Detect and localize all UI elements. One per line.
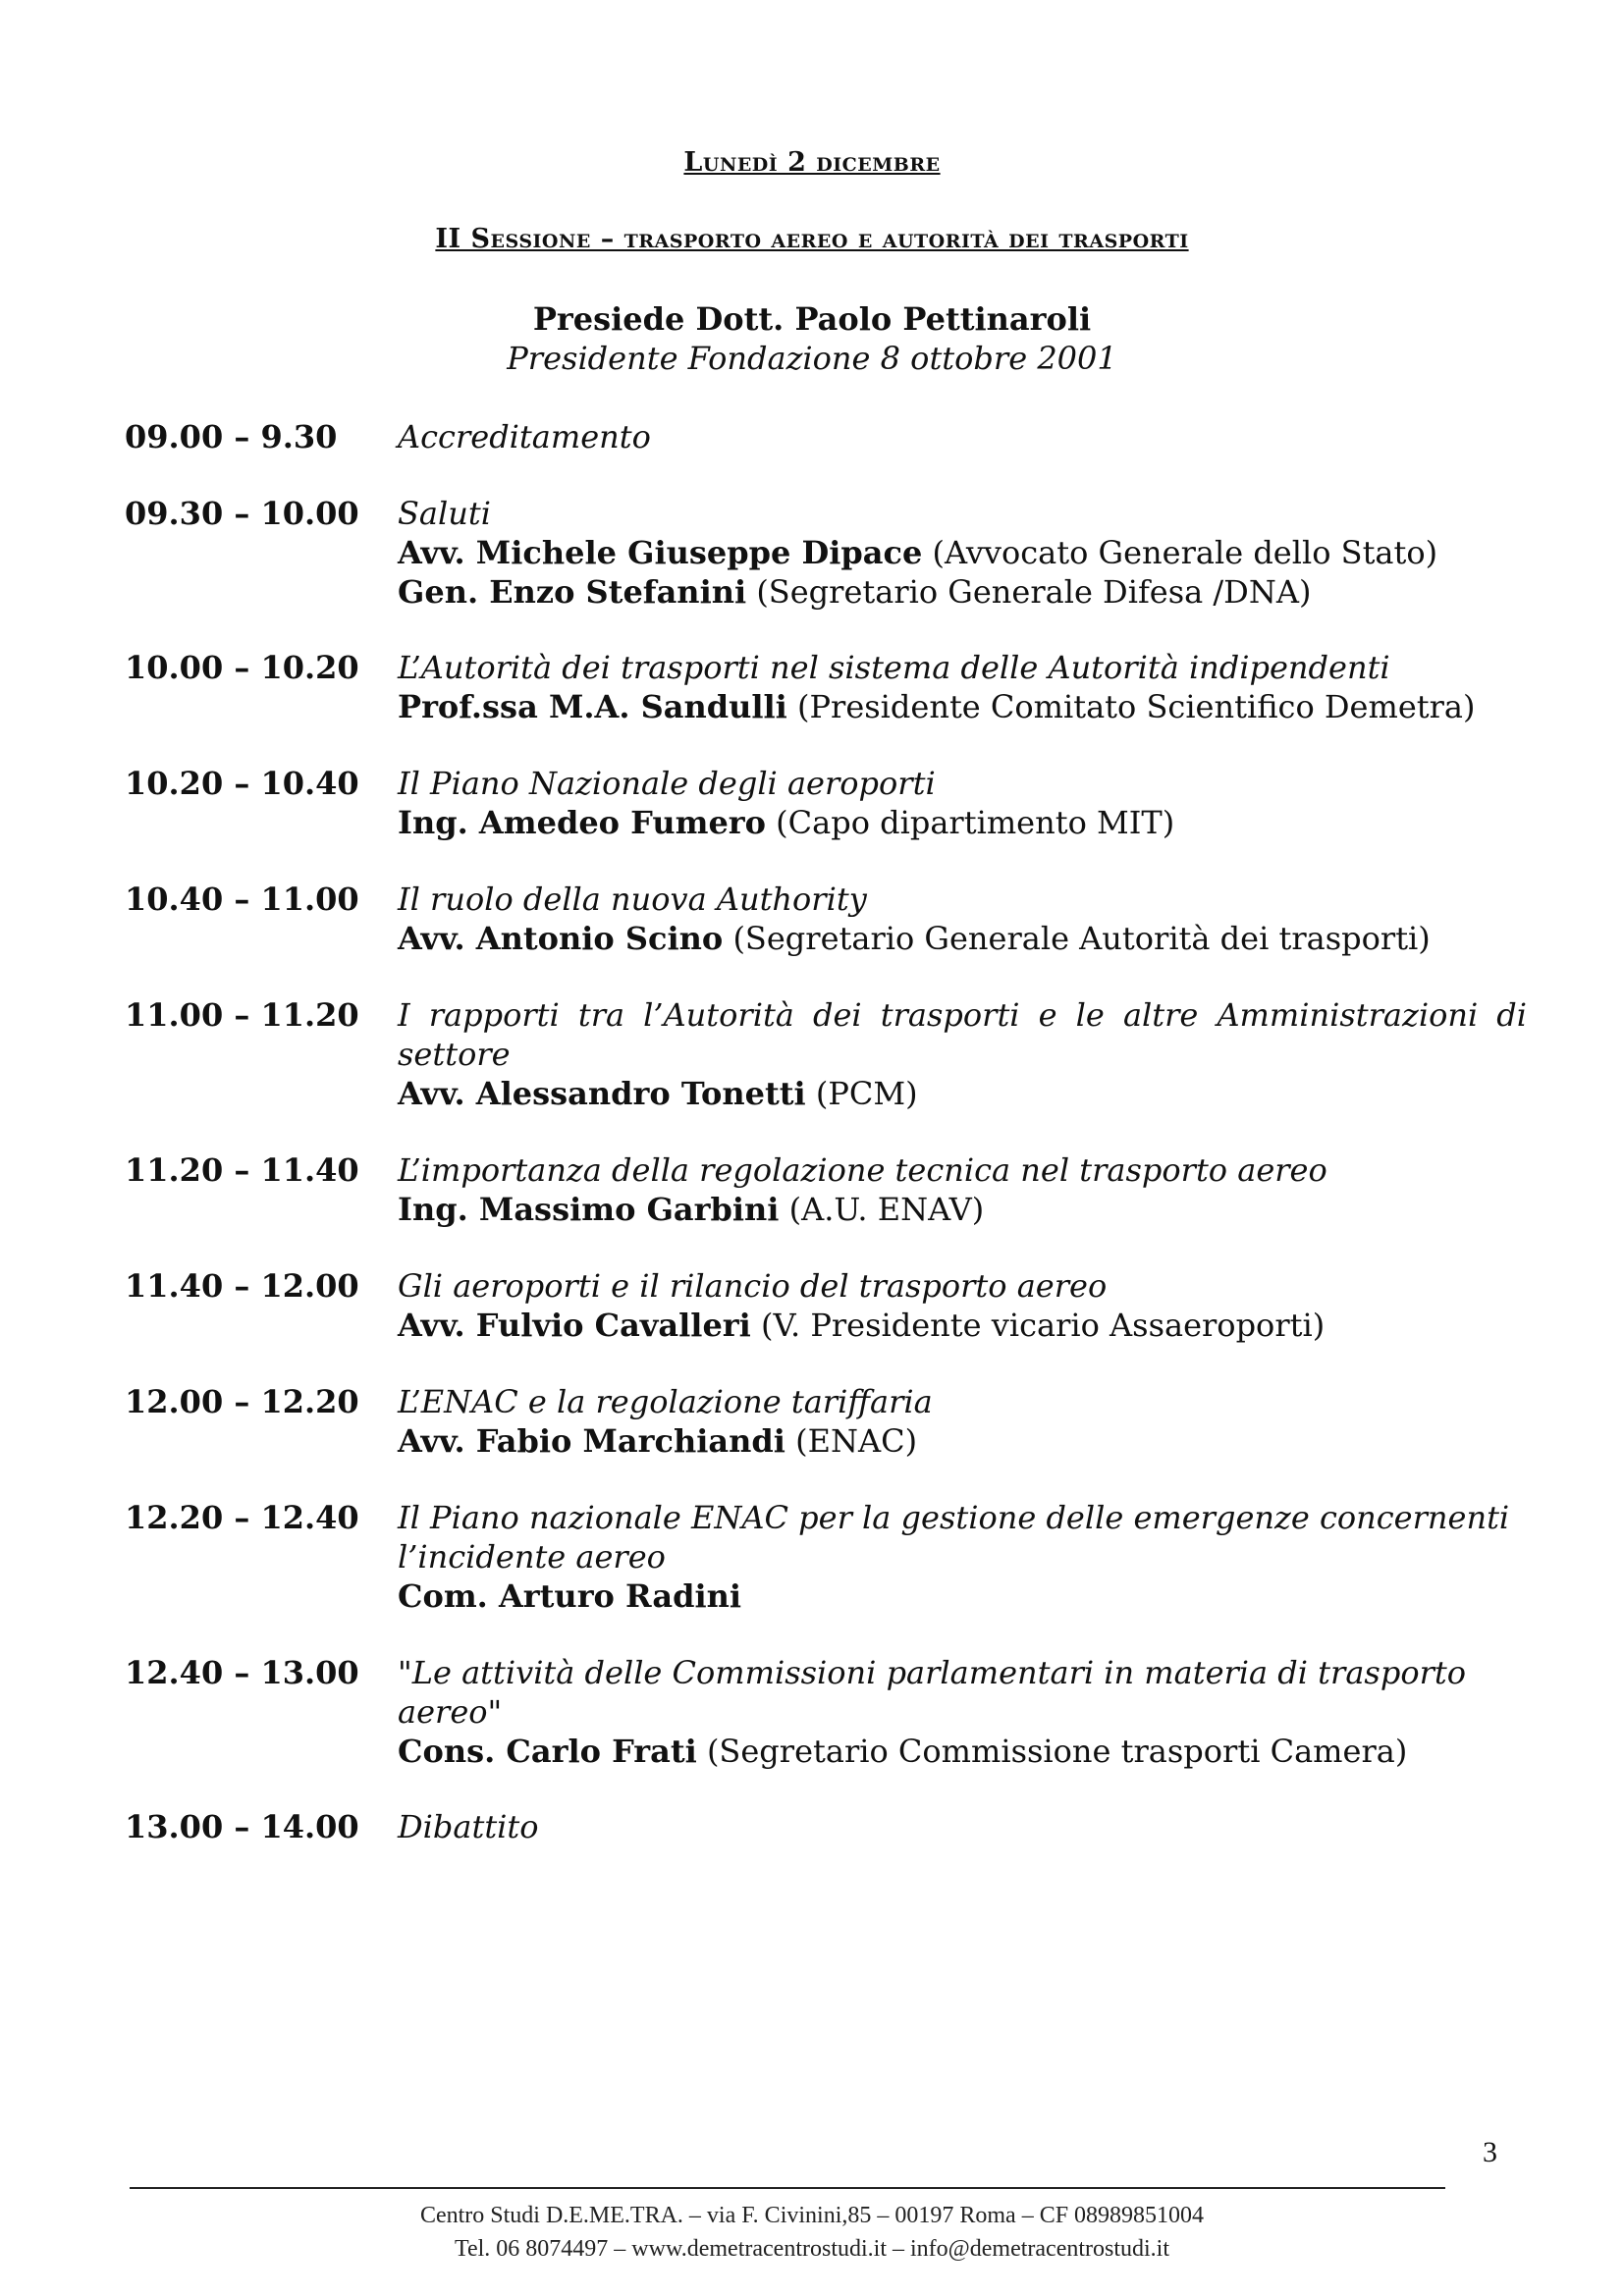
agenda-content	[398, 417, 1527, 456]
agenda-topic: Gli aeroporti e il rilancio del trasporto aereo	[398, 1267, 1108, 1305]
speaker-name: Avv. Fulvio Cavalleri	[398, 1307, 751, 1344]
agenda-topic: Dibattito	[398, 1808, 539, 1845]
speaker-role: (Capo dipartimento MIT)	[776, 804, 1175, 841]
speaker-role: (Presidente Comitato Scientifico Demetra)	[797, 688, 1476, 725]
speaker-line	[398, 572, 1527, 612]
page-number: 3	[1483, 2136, 1497, 2168]
speaker-role: (Segretario Commissione trasporti Camera)	[706, 1733, 1408, 1770]
speaker-role: (A.U. ENAV)	[788, 1191, 985, 1228]
speaker-line	[398, 1421, 1527, 1461]
speaker-line	[398, 803, 1527, 842]
agenda-time: 11.20 – 11.40	[125, 1151, 359, 1189]
footer-divider	[130, 2187, 1445, 2189]
speaker-line	[398, 1074, 1527, 1113]
agenda-topic: I rapporti tra l’Autorità dei trasporti e le altre Amministrazioni di settore	[398, 996, 1527, 1073]
agenda-time: 09.30 – 10.00	[125, 495, 359, 532]
agenda-time: 10.40 – 11.00	[125, 881, 359, 918]
footer-contacts: Tel. 06 8074497 – www.demetracentrostudi.it – info@demetracentrostudi.it	[454, 2236, 1170, 2262]
speaker-name: Cons. Carlo Frati	[398, 1733, 697, 1770]
agenda-content	[398, 1382, 1527, 1461]
speaker-name: Avv. Antonio Scino	[398, 920, 724, 957]
speaker-name: Ing. Massimo Garbini	[398, 1191, 780, 1228]
speaker-name: Avv. Fabio Marchiandi	[398, 1422, 785, 1460]
agenda-content	[398, 494, 1527, 612]
agenda-time: 09.00 – 9.30	[125, 418, 338, 455]
speaker-role: (V. Presidente vicario Assaeroporti)	[760, 1307, 1326, 1344]
agenda-time: 12.00 – 12.20	[125, 1383, 359, 1420]
agenda-content	[398, 1498, 1527, 1616]
agenda-content	[398, 764, 1527, 842]
speaker-line	[398, 1190, 1527, 1229]
agenda-time: 10.00 – 10.20	[125, 649, 359, 686]
agenda-content	[398, 648, 1527, 726]
agenda-topic: L’importanza della regolazione tecnica nel trasporto aereo	[398, 1151, 1327, 1189]
speaker-role: (Segretario Generale Autorità dei trasporti)	[732, 920, 1431, 957]
agenda-topic: Saluti	[398, 495, 491, 532]
agenda-topic: Il Piano Nazionale degli aeroporti	[398, 765, 936, 802]
speaker-name: Avv. Michele Giuseppe Dipace	[398, 534, 923, 571]
day-title: Lunedì 2 dicembre	[683, 147, 941, 178]
agenda-time: 10.20 – 10.40	[125, 765, 359, 802]
agenda-time: 12.40 – 13.00	[125, 1654, 359, 1691]
agenda-content	[398, 995, 1527, 1113]
agenda-topic: L’ENAC e la regolazione tariffaria	[398, 1383, 933, 1420]
agenda-content	[398, 1807, 1527, 1846]
agenda-time: 11.00 – 11.20	[125, 996, 359, 1034]
speaker-role: (Avvocato Generale dello Stato)	[932, 534, 1438, 571]
chair-role: Presidente Fondazione 8 ottobre 2001	[507, 340, 1117, 377]
speaker-line	[398, 1576, 1527, 1616]
agenda-topic: "Le attività delle Commissioni parlamentari in materia di trasporto aereo"	[398, 1654, 1466, 1731]
speaker-name: Gen. Enzo Stefanini	[398, 573, 747, 611]
agenda-content	[398, 1266, 1527, 1345]
speaker-role: (PCM)	[815, 1075, 918, 1112]
agenda-content	[398, 1653, 1527, 1771]
agenda-topic: Il Piano nazionale ENAC per la gestione delle emergenze concernenti l’incidente aereo	[398, 1499, 1510, 1575]
session-title: II Sessione – trasporto aereo e autorità dei trasporti	[435, 224, 1189, 254]
speaker-role: (ENAC)	[795, 1422, 918, 1460]
speaker-line	[398, 1306, 1527, 1345]
speaker-role: (Segretario Generale Difesa /DNA)	[756, 573, 1312, 611]
speaker-line	[398, 919, 1527, 958]
speaker-name: Avv. Alessandro Tonetti	[398, 1075, 806, 1112]
speaker-line	[398, 1732, 1527, 1771]
chair-name: Presiede Dott. Paolo Pettinaroli	[532, 300, 1092, 338]
agenda-topic: Il ruolo della nuova Authority	[398, 881, 867, 918]
speaker-name: Prof.ssa M.A. Sandulli	[398, 688, 787, 725]
agenda-content	[398, 1150, 1527, 1229]
agenda-time: 12.20 – 12.40	[125, 1499, 359, 1536]
agenda-time: 11.40 – 12.00	[125, 1267, 359, 1305]
speaker-name: Ing. Amedeo Fumero	[398, 804, 766, 841]
speaker-line	[398, 687, 1527, 726]
speaker-name: Com. Arturo Radini	[398, 1577, 742, 1615]
speaker-line	[398, 533, 1527, 572]
agenda-time: 13.00 – 14.00	[125, 1808, 359, 1845]
agenda-topic: Accreditamento	[398, 418, 651, 455]
footer-address: Centro Studi D.E.ME.TRA. – via F. Civinini,85 – 00197 Roma – CF 08989851004	[419, 2203, 1205, 2228]
agenda-content	[398, 880, 1527, 958]
agenda-topic: L’Autorità dei trasporti nel sistema delle Autorità indipendenti	[398, 649, 1390, 686]
